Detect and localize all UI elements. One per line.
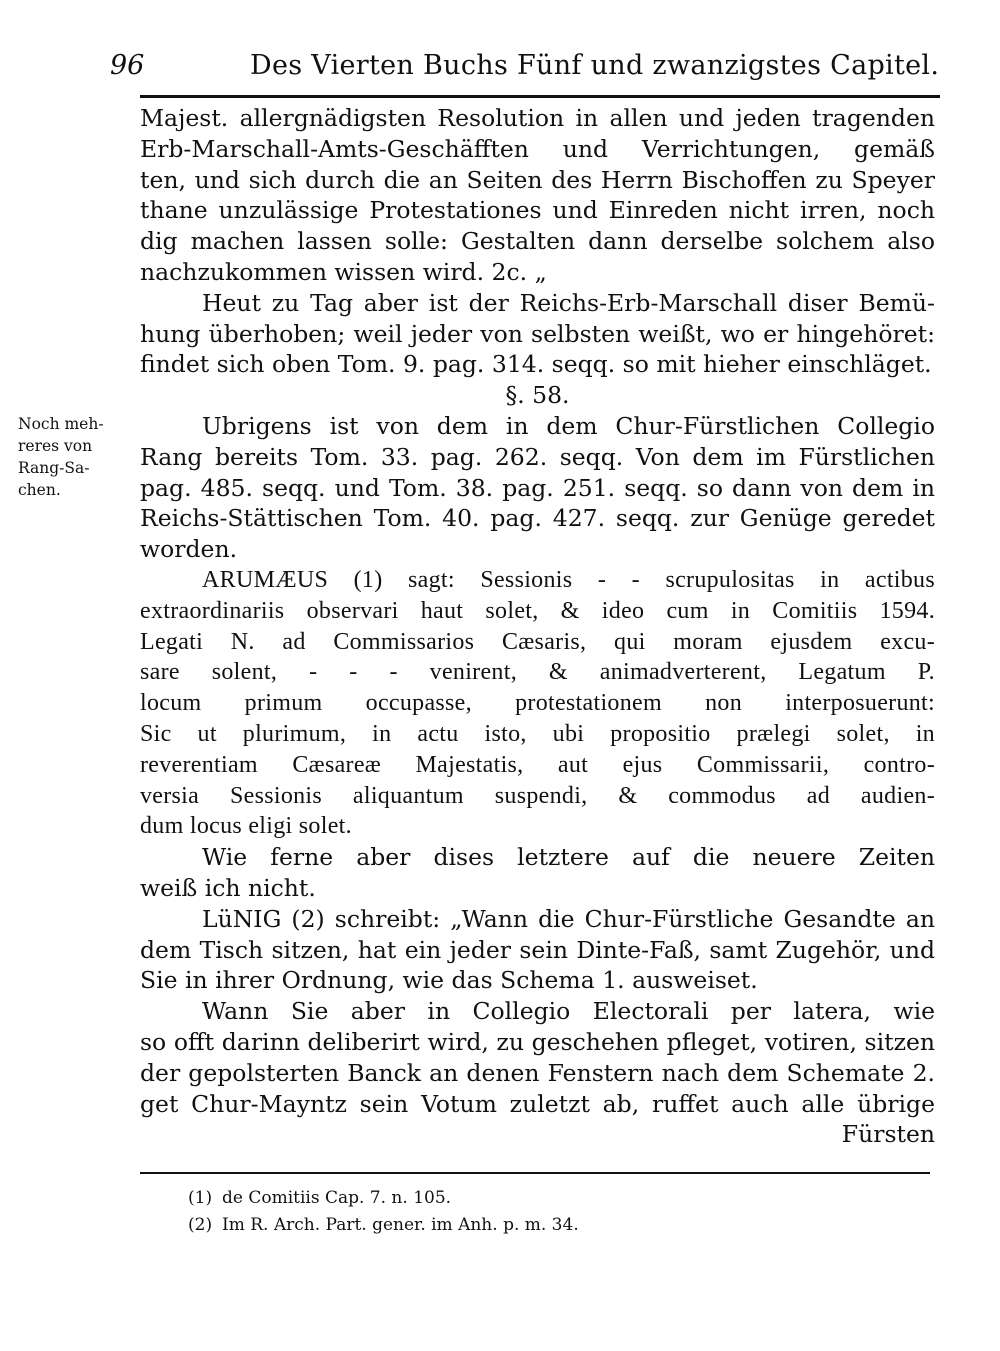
margin-note-line: chen. [18, 481, 61, 499]
text-line: ten, und sich durch die an Seiten des Herrn Bischoffen zu Speyer [140, 165, 935, 194]
text-line: worden. [140, 535, 238, 564]
text-line: locum primum occupasse, protestationem non interposuerunt: [140, 690, 935, 717]
text-line: nachzukommen wissen wird. 2c. „ [140, 257, 547, 286]
text-line: ARUMÆUS (1) sagt: Sessionis - - scrupulositas in actibus [202, 566, 935, 593]
running-title: Des Vierten Buchs Fünf und zwanzigstes Capitel. [250, 50, 940, 81]
text-line: Sic ut plurimum, in actu isto, ubi propositio prælegi solet, in [140, 720, 935, 747]
text-line: Wann Sie aber in Collegio Electorali per latera, wie [202, 997, 935, 1026]
text-line: der gepolsterten Banck an denen Fenstern nach dem Schemate 2. [140, 1058, 935, 1087]
text-line: Erb-Marschall-Amts-Geschäfften und Verrichtungen, gemäß [140, 134, 935, 163]
text-line: Wie ferne aber dises letztere auf die neuere Zeiten [202, 843, 935, 872]
margin-note-line: reres von [18, 437, 93, 455]
text-line: LüNIG (2) schreibt: „Wann die Chur-Fürstliche Gesandte an [202, 904, 935, 933]
text-line: Majest. allergnädigsten Resolution in allen und jeden tragenden [140, 104, 935, 132]
text-line: pag. 485. seqq. und Tom. 38. pag. 251. seqq. so dann von dem in [140, 473, 935, 502]
margin-note-line: Rang-Sa- [18, 459, 90, 477]
text-line: Ubrigens ist von dem in dem Chur-Fürstlichen Collegio [202, 411, 935, 440]
text-line: hung überhoben; weil jeder von selbsten weißt, wo er hingehöret: [140, 319, 935, 348]
text-line: dem Tisch sitzen, hat ein jeder sein Dinte-Faß, samt Zugehör, und [140, 935, 935, 964]
text-line: Rang bereits Tom. 33. pag. 262. seqq. Von dem im Fürstlichen [140, 442, 935, 471]
footnote-text: Im R. Arch. Part. gener. im Anh. p. m. 34. [222, 1215, 579, 1235]
footnote-text: de Comitiis Cap. 7. n. 105. [222, 1188, 452, 1208]
header-rule [140, 95, 940, 98]
catchword: Fürsten [841, 1120, 935, 1149]
text-line: Reichs-Stättischen Tom. 40. pag. 427. seqq. zur Genüge geredet [140, 504, 935, 533]
text-line: Legati N. ad Commissarios Cæsaris, qui moram ejusdem excu- [140, 628, 935, 655]
text-line: Sie in ihrer Ordnung, wie das Schema 1. ausweiset. [140, 966, 758, 995]
text-line: findet sich oben Tom. 9. pag. 314. seqq. so mit hieher einschläget. [140, 350, 932, 379]
page-header [110, 40, 940, 84]
text-line: dum locus eligi solet. [140, 813, 352, 840]
text-line: dig machen lassen solle: Gestalten dann derselbe solchem also [140, 227, 935, 256]
footnote-mark: (1) [188, 1188, 213, 1208]
margin-note-line: Noch meh- [18, 415, 104, 433]
text-line: thane unzulässige Protestationes und Einreden nicht irren, noch [140, 196, 935, 225]
text-line: versia Sessionis aliquantum suspendi, & commodus ad audien- [140, 782, 935, 809]
text-line: so offt darinn deliberirt wird, zu geschehen pfleget, votiren, sitzen [140, 1027, 935, 1056]
text-line: Heut zu Tag aber ist der Reichs-Erb-Marschall diser Bemü- [202, 288, 935, 317]
section-heading: §. 58. [505, 381, 570, 410]
text-line: reverentiam Cæsareæ Majestatis, aut ejus Commissarii, contro- [140, 751, 935, 778]
text-line: weiß ich nicht. [140, 873, 316, 902]
margin-note [18, 413, 136, 501]
text-line: extraordinariis observari haut solet, & ideo cum in Comitiis 1594. [140, 597, 935, 624]
text-line: sare solent, - - - venirent, & animadverterent, Legatum P. [140, 659, 935, 686]
footnote-rule [140, 1172, 930, 1174]
text-line: get Chur-Mayntz sein Votum zuletzt ab, ruffet auch alle übrige [140, 1089, 935, 1118]
page-number: 96 [110, 50, 145, 81]
footnote-mark: (2) [188, 1215, 213, 1235]
body-text [140, 103, 935, 1150]
footnote [188, 1185, 888, 1212]
footnote [188, 1212, 888, 1239]
footnotes [188, 1185, 888, 1239]
